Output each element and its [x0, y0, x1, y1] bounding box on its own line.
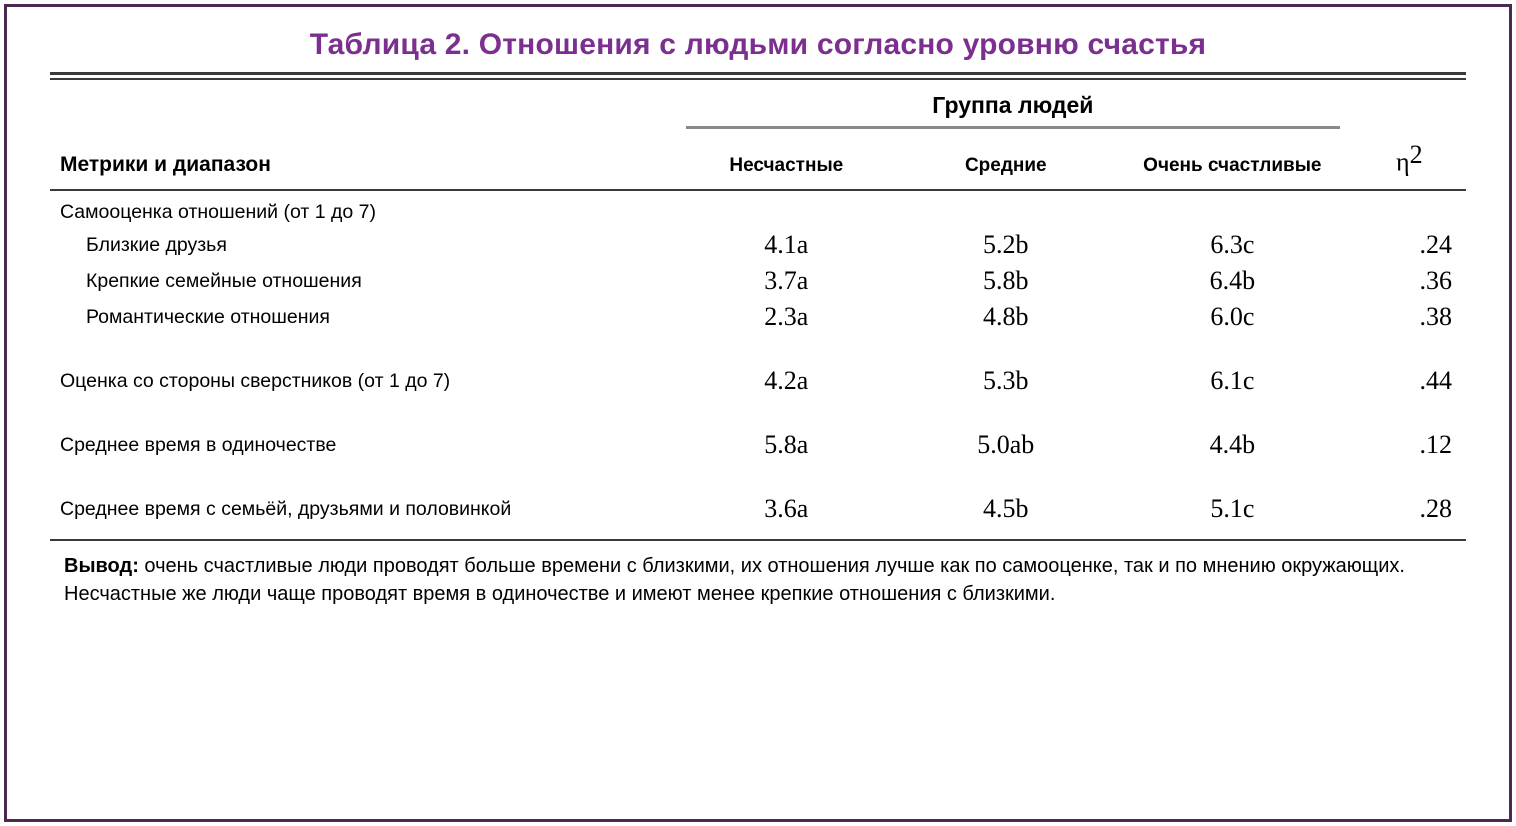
row-value-unhappy: 4.2a — [764, 366, 809, 396]
group-header-label: Группа людей — [932, 92, 1094, 118]
row-label: Близкие друзья — [86, 233, 227, 256]
row-value-eta: .38 — [1419, 302, 1452, 332]
table-note — [50, 541, 1466, 608]
row-label: Романтические отношения — [86, 305, 330, 328]
row-value-average: 4.5b — [983, 494, 1029, 524]
row-value-unhappy: 5.8a — [764, 430, 809, 460]
table-row — [50, 227, 1466, 263]
row-value-eta: .44 — [1419, 366, 1452, 396]
row-spacer — [50, 527, 1466, 539]
row-value-very-happy: 5.1c — [1210, 494, 1255, 524]
row-label: Оценка со стороны сверстников (от 1 до 7) — [60, 369, 451, 392]
row-value-very-happy: 6.3c — [1210, 230, 1255, 260]
note-text: очень счастливые люди проводят больше времени с близкими, их отношения лучше как по самооценке, так и по мнению окружающих. Несчастные же люди чаще проводят время в одиночестве и имеют менее крепкие отношения с близкими. — [64, 555, 1405, 605]
row-value-average: 5.8b — [983, 266, 1029, 296]
table-row — [50, 191, 1466, 227]
row-label: Самооценка отношений (от 1 до 7) — [60, 201, 376, 224]
table-row — [50, 299, 1466, 335]
row-value-very-happy: 4.4b — [1209, 430, 1256, 460]
table-row — [50, 263, 1466, 299]
table-head — [50, 80, 1466, 189]
row-spacer — [50, 463, 1466, 491]
row-value-average: 5.2b — [983, 230, 1029, 260]
row-value-eta: .28 — [1419, 494, 1452, 524]
row-value-eta: .36 — [1419, 266, 1452, 296]
column-header-row — [50, 130, 1466, 189]
row-spacer — [50, 335, 1466, 363]
relationships-table-body — [50, 191, 1466, 539]
eta-symbol: η — [1396, 147, 1410, 177]
row-value-unhappy: 3.6a — [764, 494, 809, 524]
top-double-rule — [50, 72, 1466, 80]
row-value-average: 5.0ab — [977, 430, 1035, 460]
row-value-unhappy: 3.7a — [764, 266, 809, 296]
table-row — [50, 491, 1466, 527]
row-value-very-happy: 6.4b — [1209, 266, 1256, 296]
row-spacer — [50, 399, 1466, 427]
note-lead: Вывод: — [64, 555, 139, 578]
table-body — [50, 191, 1466, 539]
row-label: Среднее время с семьёй, друзьями и половинкой — [60, 497, 512, 520]
row-value-very-happy: 6.1c — [1210, 366, 1255, 396]
row-value-unhappy — [673, 191, 900, 227]
group-header-spacer — [50, 80, 673, 125]
row-value-average — [900, 191, 1112, 227]
column-header-eta-squared — [1353, 130, 1466, 189]
row-value-average: 4.8b — [983, 302, 1029, 332]
eta-exponent: 2 — [1409, 140, 1423, 169]
page-title: Таблица 2. Отношения с людьми согласно уровню счастья — [309, 28, 1207, 61]
column-header-average: Средние — [964, 155, 1047, 177]
table-row — [50, 363, 1466, 399]
row-value-unhappy: 4.1a — [764, 230, 809, 260]
row-value-very-happy: 6.0c — [1210, 302, 1255, 332]
row-value-unhappy: 2.3a — [764, 302, 809, 332]
relationships-table — [50, 80, 1466, 189]
group-header-row — [50, 80, 1466, 125]
column-header-metric: Метрики и диапазон — [60, 153, 271, 177]
row-label: Среднее время в одиночестве — [60, 433, 337, 456]
row-value-eta: .12 — [1419, 430, 1452, 460]
group-header-spacer-right — [1353, 80, 1466, 125]
column-header-very-happy: Очень счастливые — [1143, 155, 1322, 177]
table-row — [50, 427, 1466, 463]
row-label: Крепкие семейные отношения — [86, 269, 362, 292]
row-value-average: 5.3b — [983, 366, 1029, 396]
row-value-very-happy — [1112, 191, 1353, 227]
row-value-eta — [1353, 191, 1466, 227]
column-header-unhappy: Несчастные — [729, 155, 844, 177]
row-value-eta: .24 — [1419, 230, 1452, 260]
